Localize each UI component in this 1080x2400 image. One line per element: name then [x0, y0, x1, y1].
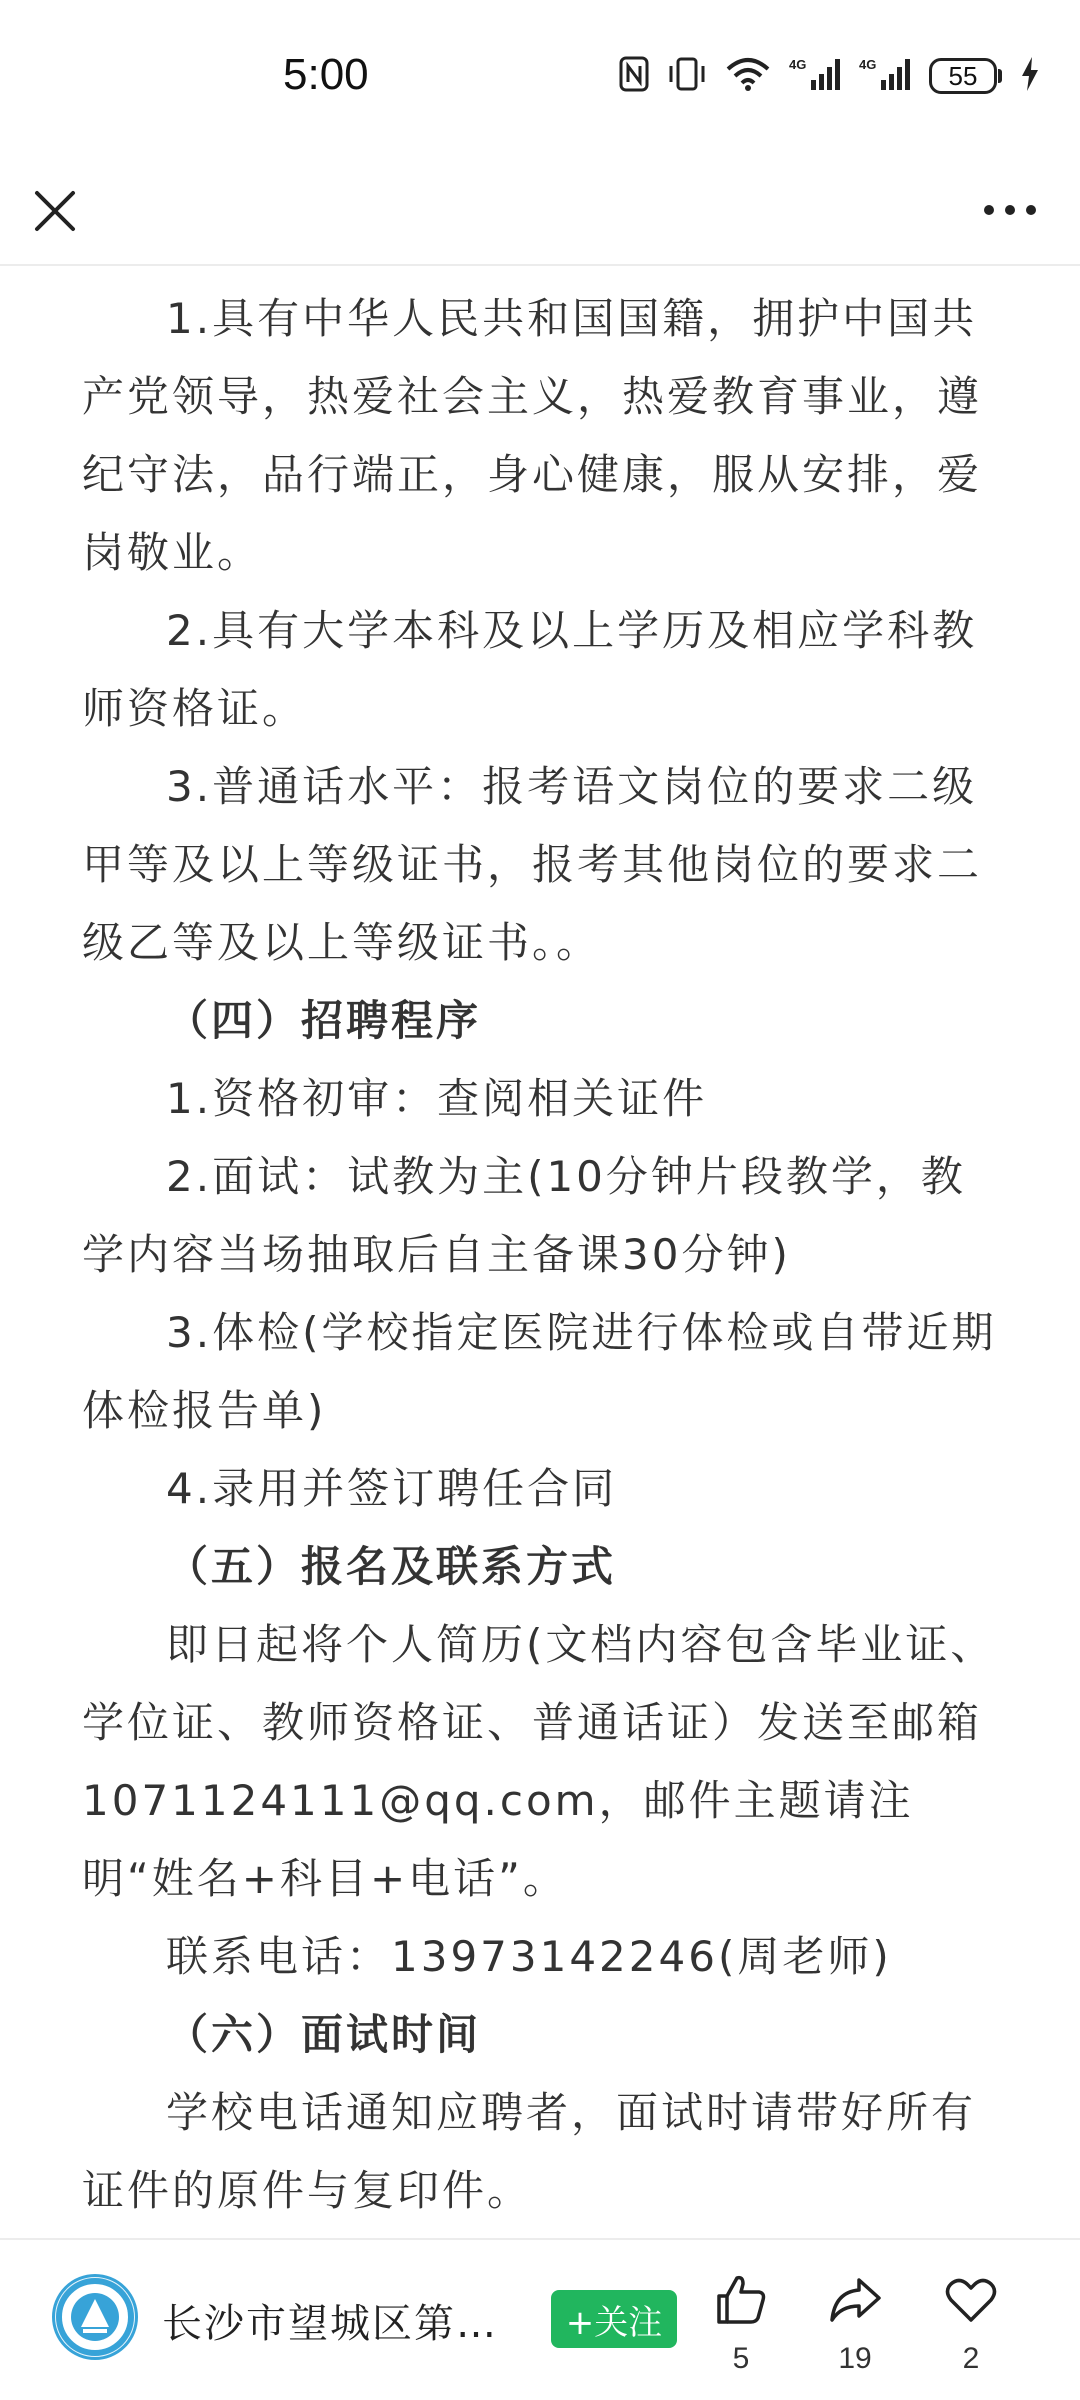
- article-paragraph: 即日起将个人简历(文档内容包含毕业证、学位证、教师资格证、普通话证）发送至邮箱1071124111@qq.com，邮件主题请注明“姓名+科目+电话”。: [82, 1620, 996, 1903]
- close-icon[interactable]: [30, 180, 80, 240]
- network-label-2: 4G: [859, 57, 877, 72]
- article-paragraph: 学校电话通知应聘者，面试时请带好所有证件的原件与复印件。: [82, 2088, 977, 2215]
- article-paragraph: 3.体检(学校指定医院进行体检或自带近期体检报告单): [82, 1308, 997, 1435]
- article-paragraph: 2.面试：试教为主(10分钟片段教学，教学内容当场抽取后自主备课30分钟): [82, 1152, 966, 1279]
- status-time: 5:00: [283, 50, 369, 99]
- section-heading: （四）招聘程序: [166, 996, 482, 1045]
- status-bar: [0, 0, 1080, 160]
- article-paragraph: 4.录用并签订聘任合同: [166, 1464, 618, 1513]
- signal-icon: [789, 56, 841, 96]
- like-button[interactable]: [696, 2272, 786, 2376]
- vibrate-icon: [667, 56, 707, 96]
- status-icons: [619, 56, 1040, 96]
- article-paragraph: 联系电话：13973142246(周老师): [166, 1932, 892, 1981]
- account-avatar[interactable]: [52, 2274, 138, 2360]
- like-count: 5: [732, 2342, 750, 2375]
- section-heading: （五）报名及联系方式: [166, 1542, 617, 1591]
- account-name[interactable]: 长沙市望城区第…: [162, 2301, 498, 2347]
- follow-button[interactable]: +关注: [551, 2290, 677, 2348]
- nfc-icon: [619, 56, 649, 96]
- heart-icon: [943, 2272, 999, 2328]
- signal-icon-2: [859, 56, 911, 96]
- section-heading: （六）面试时间: [166, 2010, 482, 2059]
- article-paragraph: 1.资格初审：查阅相关证件: [166, 1074, 708, 1123]
- article-body: [82, 280, 1000, 2230]
- share-button[interactable]: [810, 2272, 900, 2376]
- article-paragraph: 2.具有大学本科及以上学历及相应学科教师资格证。: [82, 606, 978, 733]
- favorite-count: 2: [962, 2342, 980, 2375]
- bottom-bar: [0, 2238, 1080, 2400]
- article-paragraph: 3.普通话水平：报考语文岗位的要求二级甲等及以上等级证书，报考其他岗位的要求二级乙等及以上等级证书。。: [82, 762, 983, 967]
- article-paragraph: 1.具有中华人民共和国国籍，拥护中国共产党领导，热爱社会主义，热爱教育事业，遵纪守法，品行端正，身心健康，服从安排，爱岗敬业。: [82, 294, 983, 577]
- favorite-button[interactable]: [926, 2272, 1016, 2376]
- share-icon: [827, 2272, 883, 2328]
- network-label-1: 4G: [789, 57, 807, 72]
- battery-icon: [929, 58, 1002, 94]
- charging-icon: [1020, 56, 1040, 96]
- battery-level: 55: [929, 58, 997, 94]
- top-nav: [0, 160, 1080, 266]
- share-count: 19: [838, 2342, 872, 2375]
- like-icon: [713, 2272, 769, 2328]
- more-icon[interactable]: [980, 188, 1040, 232]
- wifi-icon: [725, 57, 771, 95]
